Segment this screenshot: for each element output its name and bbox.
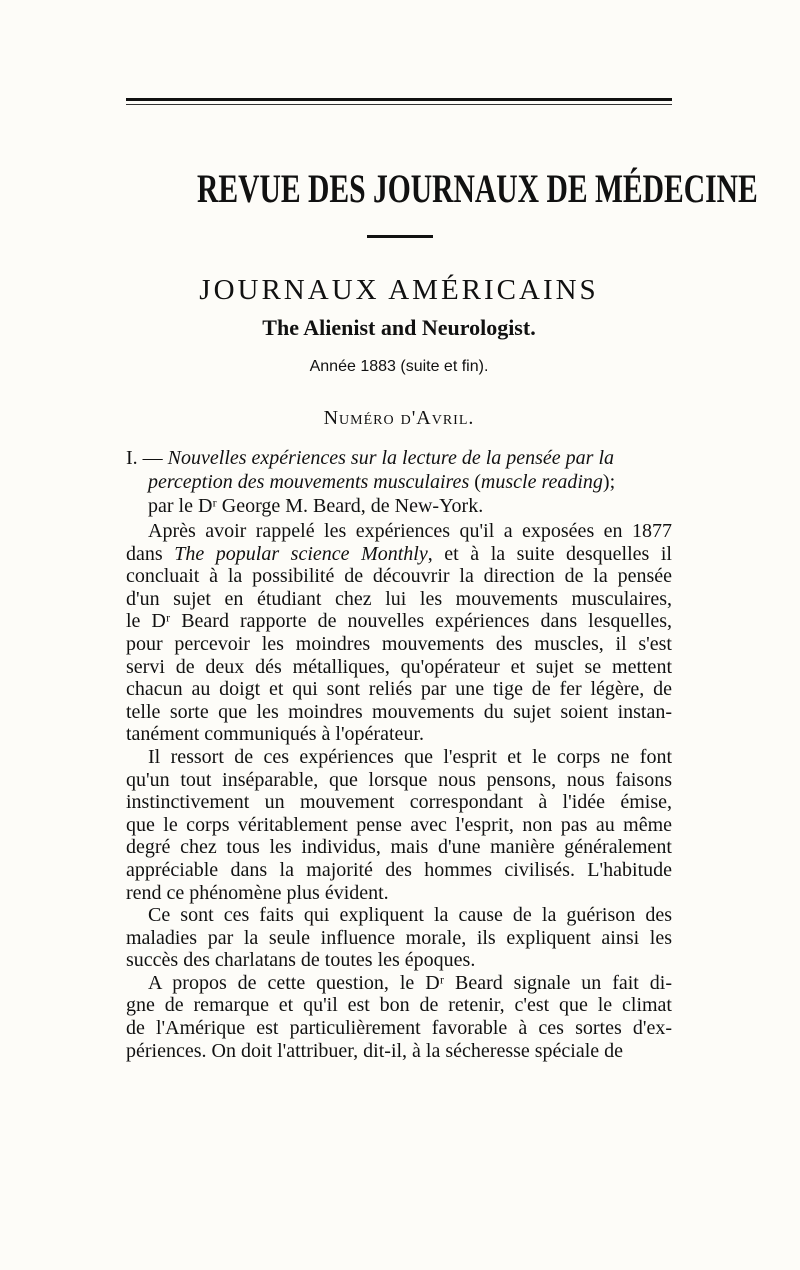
body-line: gne de remarque et qu'il est bon de retenir, c'est que le climat	[126, 994, 672, 1017]
body-line: d'un sujet en étudiant chez lui les mouvements musculaires,	[126, 587, 672, 610]
body-line: Ce sont ces faits qui expliquent la cause de la guérison des	[148, 904, 672, 927]
top-rule-thin	[126, 104, 672, 105]
article-body	[126, 520, 672, 1062]
main-title: REVUE DES JOURNAUX DE MÉDECINE	[196, 166, 758, 211]
body-line: pour percevoir les moindres mouvements des muscles, il s'est	[126, 632, 672, 655]
body-line: A propos de cette question, le Dʳ Beard signale un fait di-	[148, 971, 672, 994]
body-line: qu'un tout inséparable, que lorsque nous pensons, nous faisons	[126, 768, 672, 791]
section-heading: JOURNAUX AMÉRICAINS	[199, 274, 599, 306]
journal-year: Année 1883 (suite et fin).	[309, 358, 489, 375]
body-line: périences. On doit l'attribuer, dit-il, à la sécheresse spéciale de	[126, 1039, 624, 1062]
article-title-line: perception des mouvements musculaires (muscle reading);	[148, 471, 616, 493]
body-line: Il ressort de ces expériences que l'esprit et le corps ne font	[148, 745, 672, 768]
body-line: que le corps véritablement pense avec l'esprit, non pas au même	[126, 813, 672, 836]
journal-name: The Alienist and Neurologist.	[262, 315, 536, 340]
body-line: dans The popular science Monthly, et à la suite desquelles il	[126, 542, 672, 565]
article-title-line: I. — Nouvelles expériences sur la lecture de la pensée par la	[126, 447, 615, 469]
body-line: rend ce phénomène plus évident.	[126, 881, 389, 904]
top-rule-thick	[126, 98, 672, 101]
body-line: chacun au doigt et qui sont reliés par une tige de fer légère, de	[126, 678, 672, 701]
body-line: degré chez tous les individus, mais d'une manière généralement	[126, 836, 672, 859]
body-line: concluait à la possibilité de découvrir la direction de la pensée	[126, 565, 672, 588]
article-title-line: par le Dʳ George M. Beard, de New-York.	[148, 495, 484, 517]
body-line: maladies par la seule influence morale, ils expliquent ainsi les	[126, 926, 672, 949]
body-line: appréciable dans la majorité des hommes civilisés. L'habitude	[126, 858, 672, 881]
body-line: de l'Amérique est particulièrement favorable à ces sortes d'ex-	[126, 1017, 672, 1040]
body-line: le Dʳ Beard rapporte de nouvelles expériences dans lesquelles,	[126, 610, 672, 633]
title-divider	[367, 235, 433, 238]
body-line: succès des charlatans de toutes les époques.	[126, 949, 476, 972]
body-line: tanément communiqués à l'opérateur.	[126, 723, 424, 746]
body-line: servi de deux dés métalliques, qu'opérateur et sujet se mettent	[126, 655, 672, 678]
article-title	[126, 446, 672, 518]
body-line: telle sorte que les moindres mouvements du sujet soient instan-	[126, 700, 672, 723]
body-line: instinctivement un mouvement correspondant à l'idée émise,	[126, 791, 672, 814]
body-line: Après avoir rappelé les expériences qu'il a exposées en 1877	[148, 520, 672, 542]
issue-heading: Numéro d'Avril.	[323, 407, 475, 429]
